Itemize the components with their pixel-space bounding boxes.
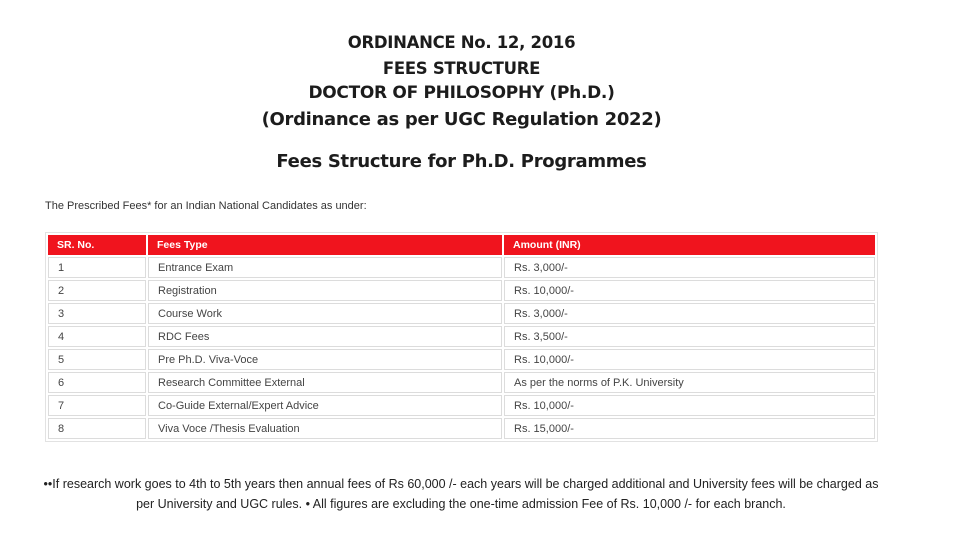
table-header-row	[48, 235, 875, 255]
table-row	[48, 303, 875, 324]
column-header-sr-no: SR. No.	[48, 235, 146, 255]
section-heading: Fees Structure for Ph.D. Programmes	[276, 151, 647, 172]
column-header-amount: Amount (INR)	[504, 235, 875, 255]
amount-cell: Rs. 3,000/-	[504, 303, 875, 324]
regulation-title: (Ordinance as per UGC Regulation 2022)	[261, 108, 662, 130]
fees-type-cell: RDC Fees	[148, 326, 502, 347]
sr-no-cell: 2	[48, 280, 146, 301]
fees-table	[45, 232, 878, 442]
table-row	[48, 326, 875, 347]
fees-type-cell: Registration	[148, 280, 502, 301]
ordinance-header	[0, 30, 923, 132]
table-row	[48, 349, 875, 370]
fees-type-cell: Course Work	[148, 303, 502, 324]
sr-no-cell: 4	[48, 326, 146, 347]
fees-type-cell: Viva Voce /Thesis Evaluation	[148, 418, 502, 439]
amount-cell: Rs. 3,000/-	[504, 257, 875, 278]
table-row	[48, 395, 875, 416]
amount-cell: Rs. 10,000/-	[504, 349, 875, 370]
footnote-text: ••If research work goes to 4th to 5th years then annual fees of Rs 60,000 /- each years will be charged additional and University fees will be charged as per University and UGC rules. • All figures are excluding the one-time admission Fee of Rs. 10,000 /- for each branch.	[43, 477, 879, 511]
amount-cell: Rs. 10,000/-	[504, 395, 875, 416]
amount-cell: Rs. 10,000/-	[504, 280, 875, 301]
table-row	[48, 372, 875, 393]
programme-title: DOCTOR OF PHILOSOPHY (Ph.D.)	[308, 83, 615, 103]
table-row	[48, 418, 875, 439]
amount-cell: Rs. 15,000/-	[504, 418, 875, 439]
fees-type-cell: Pre Ph.D. Viva-Voce	[148, 349, 502, 370]
table-row	[48, 257, 875, 278]
column-header-fees-type: Fees Type	[148, 235, 502, 255]
sr-no-cell: 3	[48, 303, 146, 324]
sr-no-cell: 8	[48, 418, 146, 439]
sr-no-cell: 1	[48, 257, 146, 278]
fees-structure-title: FEES STRUCTURE	[382, 58, 541, 78]
fees-type-cell: Co-Guide External/Expert Advice	[148, 395, 502, 416]
sr-no-cell: 5	[48, 349, 146, 370]
amount-cell: Rs. 3,500/-	[504, 326, 875, 347]
fees-type-cell: Entrance Exam	[148, 257, 502, 278]
intro-text: The Prescribed Fees* for an Indian National Candidates as under:	[45, 200, 367, 212]
sr-no-cell: 7	[48, 395, 146, 416]
table-row	[48, 280, 875, 301]
amount-cell: As per the norms of P.K. University	[504, 372, 875, 393]
fees-type-cell: Research Committee External	[148, 372, 502, 393]
ordinance-title: ORDINANCE No. 12, 2016	[347, 33, 576, 52]
sr-no-cell: 6	[48, 372, 146, 393]
